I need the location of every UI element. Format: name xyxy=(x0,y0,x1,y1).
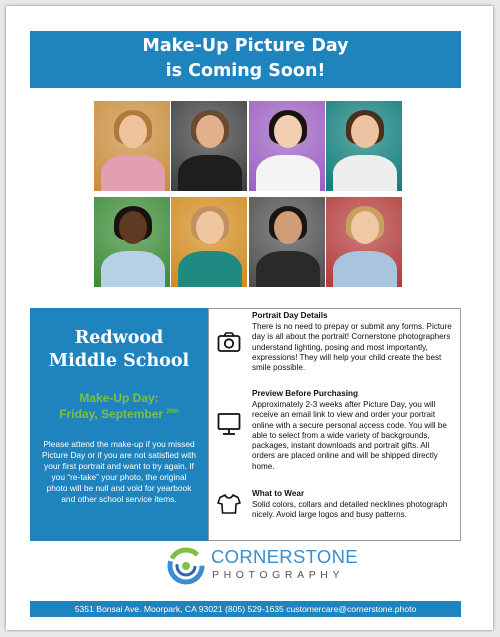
student-portrait-photo xyxy=(94,197,170,287)
section-title-preview: Preview Before Purchasing xyxy=(252,389,359,398)
student-portrait-photo xyxy=(326,197,402,287)
makeup-day-label: Make-Up Day: xyxy=(79,391,159,405)
student-portrait-photo xyxy=(326,101,402,191)
section-body-portrait-day: There is no need to prepay or submit any forms. Picture day is all about the portrait! Cornerstone photographers understand lighting, posing and most importantly, expressions! They will help your child create the best smile possible. xyxy=(252,322,452,373)
monitor-icon xyxy=(217,412,241,436)
header-banner xyxy=(30,31,461,88)
student-portrait-photo xyxy=(171,197,247,287)
makeup-day-ordinal: 29th xyxy=(166,409,179,415)
cornerstone-logo-icon xyxy=(166,546,206,586)
student-portrait-photo xyxy=(94,101,170,191)
footer-contact-bar: 5351 Bonsai Ave. Moorpark, CA 93021 (805) 529-1635 customercare@cornerstone.photo xyxy=(30,601,461,617)
tshirt-icon xyxy=(217,493,241,515)
brand-tagline: PHOTOGRAPHY xyxy=(212,569,345,581)
school-name-line-2: Middle School xyxy=(48,351,190,371)
makeup-day-weekday: Friday, September xyxy=(59,407,164,421)
brand-name: CORNERSTONE xyxy=(211,546,358,567)
header-line-1: Make-Up Picture Day xyxy=(142,36,349,56)
section-body-what-to-wear: Solid colors, collars and detailed necklines photograph nicely. Avoid large logos and busy patterns. xyxy=(252,500,448,520)
camera-icon xyxy=(217,331,241,353)
student-portrait-photo xyxy=(249,101,325,191)
school-name-line-1: Redwood xyxy=(74,328,164,348)
makeup-intro-text: Please attend the make-up if you missed Picture Day or if you are not satisfied with your first portrait and want to try again. If you “re-take” your photo, the original photo will be null and void for yearbook and other school service items. xyxy=(41,439,197,504)
section-body-preview: Approximately 2-3 weeks after Picture Day, you will receive an email link to view and order your portrait online with a secure personal access code. You will be able to select from a wide variety of backgrounds, packages, instant downloads and portrait gifts. All orders are placed online and will be shipped directly home. xyxy=(252,400,447,471)
header-line-2: is Coming Soon! xyxy=(165,61,326,81)
section-title-what-to-wear: What to Wear xyxy=(252,489,305,498)
details-box xyxy=(208,308,461,541)
student-portrait-photo xyxy=(171,101,247,191)
school-info-panel xyxy=(30,308,208,541)
makeup-day-date xyxy=(30,407,208,421)
student-portrait-photo xyxy=(249,197,325,287)
section-title-portrait-day: Portrait Day Details xyxy=(252,311,328,320)
